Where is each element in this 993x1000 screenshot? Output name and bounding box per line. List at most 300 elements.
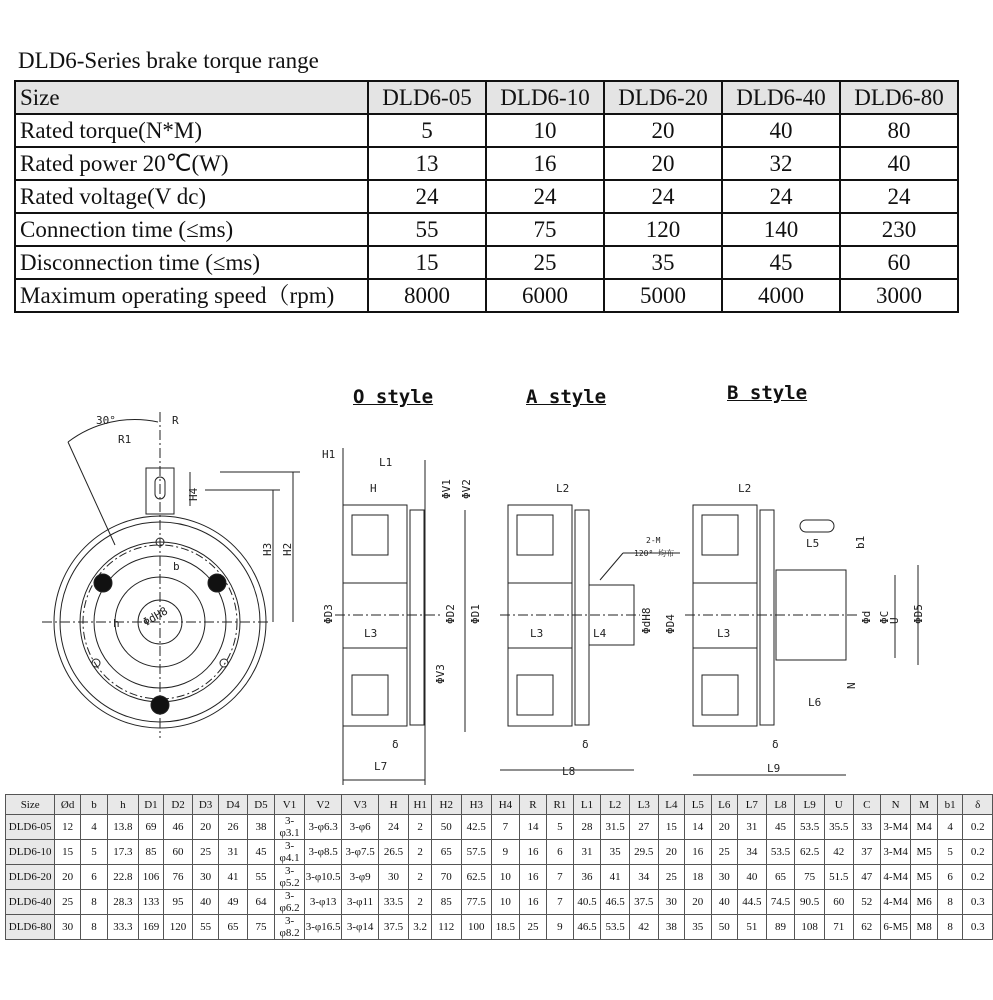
svg-text:Φd: Φd [860,610,873,624]
dim-cell: 42 [629,915,658,940]
dim-header-cell: Ød [55,795,81,815]
dim-cell: 3-φ8.5 [304,840,342,865]
dim-header-cell: Size [6,795,55,815]
dim-cell: 20 [192,815,219,840]
dim-cell: 3-φ8.2 [275,915,305,940]
dim-cell: 35.5 [824,815,853,840]
dim-header-row [6,795,993,815]
dim-cell: 77.5 [461,890,492,915]
spec-row [15,213,958,246]
dim-cell: 41 [601,865,630,890]
svg-text:L4: L4 [593,627,607,640]
spec-row-label: Rated voltage(V dc) [15,180,368,213]
dim-cell: 4-M4 [880,865,910,890]
svg-text:ΦV3: ΦV3 [434,664,447,684]
dim-cell: 47 [853,865,880,890]
dim-cell: 3-φ14 [342,915,378,940]
dim-cell: 34 [629,865,658,890]
dim-header-cell: H1 [409,795,432,815]
dim-cell: 55 [192,915,219,940]
svg-text:120° 均布: 120° 均布 [634,549,675,558]
dim-header-cell: C [853,795,880,815]
dim-cell: 53.5 [766,840,795,865]
o-style-title: O style [353,386,434,408]
dim-header-cell: U [824,795,853,815]
dim-cell: 112 [432,915,461,940]
drawing-svg [0,360,993,790]
dim-cell: 30 [658,890,684,915]
svg-text:ΦD2: ΦD2 [444,604,457,624]
dim-header-cell: R [519,795,546,815]
svg-text:ΦD3: ΦD3 [322,604,335,624]
spec-cell: 3000 [840,279,958,312]
svg-text:ΦD4: ΦD4 [664,614,677,634]
dim-cell: 18.5 [492,915,520,940]
dim-cell: 53.5 [795,815,825,840]
svg-text:δ: δ [582,738,589,751]
dim-cell: 30 [55,915,81,940]
spec-cell: 25 [486,246,604,279]
dim-cell: 3-φ4.1 [275,840,305,865]
dim-header-cell: L5 [685,795,711,815]
dim-cell: 75 [247,915,274,940]
spec-cell: 140 [722,213,840,246]
dim-cell: 36 [573,865,601,890]
dim-cell: 0.3 [963,915,993,940]
dim-cell: 2 [409,865,432,890]
dim-cell: 35 [685,915,711,940]
svg-text:N: N [845,682,858,689]
dim-cell: 90.5 [795,890,825,915]
dim-cell: 3-M4 [880,815,910,840]
dim-cell: 34 [737,840,766,865]
dim-cell: 6 [547,840,573,865]
spec-row-label: Maximum operating speed（rpm) [15,279,368,312]
dim-cell: 6-M5 [880,915,910,940]
dim-header-cell: H2 [432,795,461,815]
dim-cell: M8 [911,915,938,940]
dim-cell: 76 [164,865,193,890]
front-view [42,412,300,738]
svg-text:ΦD5: ΦD5 [912,604,925,624]
dim-cell: 31 [737,815,766,840]
dim-cell: 38 [658,915,684,940]
spec-cell: 40 [840,147,958,180]
dim-cell: 17.3 [108,840,139,865]
dim-cell: 100 [461,915,492,940]
spec-cell: 10 [486,114,604,147]
spec-cell: 5 [368,114,486,147]
dim-cell: 50 [432,815,461,840]
dim-cell: 29.5 [629,840,658,865]
dim-header-cell: L8 [766,795,795,815]
spec-row [15,147,958,180]
svg-text:ΦdH8: ΦdH8 [140,604,171,629]
dim-cell: 8 [80,890,107,915]
dim-cell: 62 [853,915,880,940]
dim-cell: 40 [737,865,766,890]
dim-cell: 25 [519,915,546,940]
spec-cell: 55 [368,213,486,246]
dim-cell: 31 [219,840,247,865]
dim-cell: 10 [492,865,520,890]
dim-cell: 22.8 [108,865,139,890]
spec-cell: 230 [840,213,958,246]
spec-cell: 24 [722,180,840,213]
dim-cell: 8 [937,890,962,915]
spec-cell: 16 [486,147,604,180]
spec-cell: 15 [368,246,486,279]
dim-cell: 3-M4 [880,840,910,865]
dim-cell: 20 [658,840,684,865]
dim-size-cell: DLD6-10 [6,840,55,865]
dim-cell: 60 [164,840,193,865]
svg-text:δ: δ [772,738,779,751]
spec-cell: 24 [486,180,604,213]
dim-cell: 30 [711,865,737,890]
dim-cell: 30 [378,865,409,890]
dim-header-cell: H3 [461,795,492,815]
dim-cell: 31.5 [601,815,630,840]
dim-cell: 70 [432,865,461,890]
dim-cell: 3-φ10.5 [304,865,342,890]
dim-cell: 26.5 [378,840,409,865]
svg-text:ΦV1: ΦV1 [440,479,453,499]
dim-cell: 42 [824,840,853,865]
svg-text:ΦV2: ΦV2 [460,479,473,499]
spec-cell: 32 [722,147,840,180]
dim-header-cell: V2 [304,795,342,815]
svg-text:h: h [113,617,120,630]
dim-cell: 4-M4 [880,890,910,915]
svg-text:L3: L3 [530,627,544,640]
dim-cell: 25 [658,865,684,890]
svg-text:L8: L8 [562,765,576,778]
dim-cell: 14 [685,815,711,840]
svg-text:L9: L9 [767,762,781,775]
dim-cell: 60 [824,890,853,915]
dim-row [6,890,993,915]
dim-cell: 33.5 [378,890,409,915]
dim-cell: 0.2 [963,815,993,840]
spec-cell: 8000 [368,279,486,312]
dim-header-cell: V1 [275,795,305,815]
dim-cell: 5 [547,815,573,840]
spec-row-label: Connection time (≤ms) [15,213,368,246]
dim-cell: 5 [80,840,107,865]
dim-header-cell: L9 [795,795,825,815]
dim-cell: 3-φ9 [342,865,378,890]
spec-row-label: Rated power 20℃(W) [15,147,368,180]
dim-size-cell: DLD6-05 [6,815,55,840]
dim-cell: 95 [164,890,193,915]
svg-text:ΦC: ΦC [878,610,891,624]
svg-text:R1: R1 [118,433,132,446]
dim-cell: 69 [138,815,164,840]
dim-cell: 108 [795,915,825,940]
dim-cell: 10 [492,890,520,915]
dim-cell: 0.2 [963,840,993,865]
dim-header-cell: L1 [573,795,601,815]
dim-cell: 49 [219,890,247,915]
spec-cell: 5000 [604,279,722,312]
spec-cell: 75 [486,213,604,246]
dim-cell: 28.3 [108,890,139,915]
dim-cell: 26 [219,815,247,840]
dim-header-cell: b1 [937,795,962,815]
svg-text:L7: L7 [374,760,388,773]
dim-cell: 27 [629,815,658,840]
dim-cell: 7 [492,815,520,840]
spec-cell: 20 [604,114,722,147]
svg-text:L3: L3 [364,627,378,640]
dim-header-cell: b [80,795,107,815]
svg-text:2-M: 2-M [646,536,661,545]
dim-cell: 33 [853,815,880,840]
dim-cell: 37.5 [378,915,409,940]
spec-row [15,180,958,213]
svg-text:H3: H3 [261,542,274,556]
svg-text:L2: L2 [556,482,570,495]
dim-cell: 37.5 [629,890,658,915]
dim-row [6,915,993,940]
dim-cell: 65 [766,865,795,890]
a-style-title: A style [526,386,607,408]
dim-row [6,840,993,865]
dim-cell: 3-φ5.2 [275,865,305,890]
dim-header-cell: L3 [629,795,658,815]
dim-cell: 45 [247,840,274,865]
spec-cell: 60 [840,246,958,279]
dim-cell: 20 [685,890,711,915]
dim-cell: 4 [80,815,107,840]
spec-row-label: Disconnection time (≤ms) [15,246,368,279]
dim-cell: 106 [138,865,164,890]
dim-row [6,815,993,840]
dim-cell: 44.5 [737,890,766,915]
svg-text:b: b [173,560,180,573]
dim-cell: 85 [138,840,164,865]
dim-cell: 169 [138,915,164,940]
spec-header-cell: DLD6-40 [722,81,840,114]
dim-header-cell: L6 [711,795,737,815]
dim-header-cell: N [880,795,910,815]
b-style-section [685,505,918,775]
dim-cell: 9 [547,915,573,940]
svg-text:H1: H1 [322,448,336,461]
dim-cell: 8 [80,915,107,940]
dim-cell: 65 [432,840,461,865]
b-style-title: B style [727,382,808,404]
dim-cell: 40 [192,890,219,915]
spec-row-label: Rated torque(N*M) [15,114,368,147]
spec-cell: 80 [840,114,958,147]
dim-cell: 40 [711,890,737,915]
svg-text:L2: L2 [738,482,752,495]
dim-header-cell: H4 [492,795,520,815]
dim-cell: 57.5 [461,840,492,865]
dim-cell: 62.5 [795,840,825,865]
dim-cell: 9 [492,840,520,865]
svg-text:L6: L6 [808,696,822,709]
dim-header-cell: L2 [601,795,630,815]
dim-cell: 25 [711,840,737,865]
svg-text:U: U [888,617,901,624]
dim-header-cell: M [911,795,938,815]
dim-cell: 65 [219,915,247,940]
dim-cell: 50 [711,915,737,940]
svg-text:H: H [370,482,377,495]
dim-cell: 8 [937,915,962,940]
spec-cell: 24 [604,180,722,213]
dim-cell: 64 [247,890,274,915]
spec-row [15,279,958,312]
dim-cell: 0.3 [963,890,993,915]
dim-cell: 120 [164,915,193,940]
spec-row [15,114,958,147]
dim-cell: 3-φ6.3 [304,815,342,840]
dim-header-cell: R1 [547,795,573,815]
dim-cell: M5 [911,840,938,865]
dim-cell: 33.3 [108,915,139,940]
dim-cell: 45 [766,815,795,840]
dim-cell: 16 [519,890,546,915]
dim-cell: 3-φ6.2 [275,890,305,915]
dim-header-cell: h [108,795,139,815]
dim-cell: 75 [795,865,825,890]
dim-cell: 42.5 [461,815,492,840]
dim-header-cell: D5 [247,795,274,815]
dim-size-cell: DLD6-20 [6,865,55,890]
dim-cell: 3-φ6 [342,815,378,840]
dim-header-cell: L7 [737,795,766,815]
dim-cell: 41 [219,865,247,890]
dim-cell: 74.5 [766,890,795,915]
spec-header-cell: DLD6-05 [368,81,486,114]
dim-size-cell: DLD6-80 [6,915,55,940]
spec-cell: 6000 [486,279,604,312]
dim-cell: 46.5 [573,915,601,940]
dim-cell: 4 [937,815,962,840]
dim-cell: 15 [55,840,81,865]
spec-cell: 35 [604,246,722,279]
dim-cell: 25 [192,840,219,865]
dim-cell: 37 [853,840,880,865]
dim-cell: 71 [824,915,853,940]
dim-header-cell: L4 [658,795,684,815]
svg-text:H2: H2 [281,542,294,556]
dimension-table [5,794,993,940]
dim-cell: 53.5 [601,915,630,940]
dim-cell: 7 [547,865,573,890]
dim-cell: 3-φ16.5 [304,915,342,940]
svg-text:δ: δ [392,738,399,751]
svg-text:L5: L5 [806,537,820,550]
spec-header-cell: DLD6-10 [486,81,604,114]
dim-cell: 3-φ11 [342,890,378,915]
dim-cell: 7 [547,890,573,915]
spec-cell: 20 [604,147,722,180]
dim-cell: 25 [55,890,81,915]
dim-header-cell: V3 [342,795,378,815]
dim-row [6,865,993,890]
dim-cell: 14 [519,815,546,840]
dim-cell: 40.5 [573,890,601,915]
spec-header-cell: DLD6-80 [840,81,958,114]
dim-cell: 16 [685,840,711,865]
dim-cell: 20 [55,865,81,890]
spec-cell: 13 [368,147,486,180]
svg-text:L1: L1 [379,456,393,469]
dim-cell: 51.5 [824,865,853,890]
dim-header-cell: D2 [164,795,193,815]
dim-header-cell: D1 [138,795,164,815]
svg-text:R: R [172,414,179,427]
svg-text:H4: H4 [187,487,200,501]
dim-cell: 16 [519,865,546,890]
spec-table [14,80,959,313]
dim-cell: 3.2 [409,915,432,940]
dim-header-cell: D3 [192,795,219,815]
spec-cell: 40 [722,114,840,147]
dim-header-cell: δ [963,795,993,815]
svg-text:b1: b1 [854,535,867,549]
dim-cell: 18 [685,865,711,890]
dim-cell: 3-φ3.1 [275,815,305,840]
spec-cell: 120 [604,213,722,246]
dim-cell: 6 [80,865,107,890]
dim-cell: 46 [164,815,193,840]
dim-cell: 2 [409,890,432,915]
dim-cell: 13.8 [108,815,139,840]
dim-cell: 30 [192,865,219,890]
spec-cell: 24 [368,180,486,213]
dim-cell: 133 [138,890,164,915]
dim-cell: 2 [409,840,432,865]
spec-cell: 24 [840,180,958,213]
dim-cell: 2 [409,815,432,840]
technical-drawing [0,360,993,790]
dim-cell: 6 [937,865,962,890]
dim-cell: M6 [911,890,938,915]
dim-cell: 52 [853,890,880,915]
dim-cell: 35 [601,840,630,865]
dim-cell: 55 [247,865,274,890]
dim-cell: 62.5 [461,865,492,890]
svg-text:ΦdH8: ΦdH8 [640,607,653,634]
spec-cell: 4000 [722,279,840,312]
dim-cell: 89 [766,915,795,940]
dim-cell: M4 [911,815,938,840]
dim-cell: 16 [519,840,546,865]
dim-cell: 0.2 [963,865,993,890]
svg-text:ΦD1: ΦD1 [469,604,482,624]
dim-cell: 46.5 [601,890,630,915]
spec-header-row [15,81,958,114]
spec-header-cell: DLD6-20 [604,81,722,114]
dim-header-cell: H [378,795,409,815]
dim-header-cell: D4 [219,795,247,815]
dim-cell: 15 [658,815,684,840]
dim-cell: 20 [711,815,737,840]
dim-cell: 28 [573,815,601,840]
spec-header-cell: Size [15,81,368,114]
dim-cell: 5 [937,840,962,865]
dim-cell: M5 [911,865,938,890]
dim-cell: 85 [432,890,461,915]
dim-cell: 12 [55,815,81,840]
dim-size-cell: DLD6-40 [6,890,55,915]
